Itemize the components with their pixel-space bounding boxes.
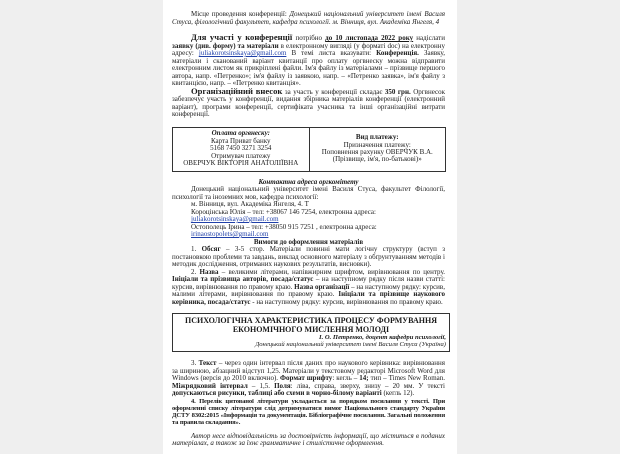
text-run: Обсяг [201, 245, 221, 253]
contact-org: Донецький національний університет імені Василя Стуса, факультет Філології, психології та іноземних мов, кафедра психології: [172, 185, 445, 201]
text-run: 2. [191, 267, 200, 276]
participation-paragraph [172, 34, 445, 88]
text-run: 1. [191, 245, 202, 253]
document-content [172, 0, 445, 454]
text-run: Назва організації [294, 282, 350, 291]
sample-affiliation: Донецький національний університет імені Василя Стуса (Україна) [255, 341, 446, 349]
text-run: : ліва, справа, зверху, знизу – 20 мм. У тексті [290, 381, 445, 390]
text-run: в електронному вигляді (у форматі doc) на електронну адресу: [172, 41, 445, 57]
text-run: Заявку, матеріали і сканований варіант квитанції про оплату оргвнеску можна відправити електронним листом як прикріплені файли. Ім'я файлу із матеріалами – прізвище першого автора, напр. «Петренко»; ім'я файлу із заявкою, напр. – «Петренко заявка», ім'я файлу з квитанцією, напр. – «Петренко квитанція». [172, 49, 445, 87]
payment-table [172, 127, 446, 172]
bank-name: Карта Приват банку [210, 136, 271, 145]
fee-paragraph [172, 85, 446, 119]
text-run: – на наступному рядку після назви статті: курсив, вирівнювання по правому краю. [172, 275, 445, 291]
text-run: Ініціали та прізвище наукового керівника, посада/статус [172, 290, 445, 306]
text-run: до 10 листопада 2022 року [325, 34, 414, 42]
text-run: тип – Times New Roman. [368, 374, 445, 382]
requirement-1 [172, 246, 445, 269]
sample-title-line-2: ЕКОНОМІЧНОГО МИСЛЕННЯ МОЛОДІ [232, 325, 390, 334]
text-run: Назва [199, 267, 219, 276]
text-run: – великими літерами, напівжирним шрифтом, вирівнювання по центру. [218, 267, 446, 276]
contact-person-2-text: Остополець Ірина – тел: +38050 915 7251 , електронна адреса: [191, 222, 377, 231]
recipient-label: Отримувач платежу [211, 151, 271, 160]
text-run: (кегль 12). [381, 389, 415, 397]
text-run: Оргвнесок забезпечує участь у конференції, видання збірника матеріалів конференції (електронний варіант), програми конференції, сертифіката учасника та інші організаційні витрати конференції. [172, 87, 446, 118]
text-run: заявку (див. форму) та матеріали [172, 41, 279, 50]
text-run: В темі листа вказувати: [286, 49, 377, 57]
payment-details-cell [173, 128, 309, 171]
text-run: – через один інтервал після даних про наукового керівника: вирівнювання за шириною, абзацний відступ 1,25. Матеріали у текстовому редакторі Microsoft Word для Windows (версія до 2010 включно). [172, 359, 445, 382]
document-page [163, 0, 457, 454]
text-run: Автор несе відповідальність за достовірність інформації, що міститься в поданих матеріалах, а також за їхнє грамматичне і стилістичне оформлення. [172, 431, 445, 448]
sample-author [173, 334, 449, 341]
text-run: за участь у конференції складає [282, 87, 385, 96]
text-run: надіслати [413, 34, 445, 42]
venue-paragraph [172, 11, 445, 26]
sample-author-text: І. О. Петренко, доцент кафедри психології, [319, 334, 446, 341]
sample-title-line-1: ПСИХОЛОГІЧНА ХАРАКТЕРИСТИКА ПРОЦЕСУ ФОРМУВАННЯ [185, 316, 437, 325]
purpose-value: Поповнення рахунку ОВЕРЧУК В.А. [321, 148, 433, 156]
text-run: допускаються рисунки, таблиці або схеми в чорно-білому варіанті [172, 389, 382, 397]
text-run: Міжрядковий інтервал [172, 381, 248, 390]
text-run: – на наступному рядку: курсив, малими літерами, вирівнювання по правому краю. [172, 282, 445, 298]
text-run: 14; [359, 374, 369, 382]
text-run: Для участі у конференції [191, 32, 293, 42]
text-run: 3. [191, 359, 199, 367]
text-run: Текст [198, 359, 217, 367]
text-run: Формат шрифту [280, 374, 333, 382]
text-run: : кегль – [332, 374, 360, 382]
payment-heading: Оплата оргвнеску: [211, 129, 270, 138]
purpose-label: Призначення платежу: [343, 140, 411, 149]
purpose-hint: (Прізвище, ім'я, по-батькові)» [332, 155, 422, 164]
text-run: - на наступному рядку: курсив, вирівнювання по правому краю. [250, 297, 443, 306]
text-run: Організаційний внесок [191, 85, 283, 96]
contact-email-2-link[interactable]: irinaostopolets@gmail.com [191, 230, 269, 238]
contact-email-1-link[interactable]: juliakorotsinskaya@gmail.com [191, 215, 279, 223]
contact-person-1 [172, 209, 445, 224]
text-run: – 1,5. [247, 381, 275, 390]
requirement-2 [172, 269, 445, 307]
contact-person-2 [172, 224, 445, 239]
payment-type-heading: Вид платежу: [355, 133, 399, 142]
text-run: Ініціали та прізвища авторів, посада/статус [172, 275, 314, 283]
text-run: Конференція. [376, 49, 419, 57]
sample-title-box [172, 313, 450, 352]
recipient-name: ОВЕРЧУК ВІКТОРІЯ АНАТОЛІЇВНА [183, 159, 299, 168]
card-number: 5168 7450 3271 3254 [210, 144, 272, 153]
contact-person-1-text: Короцінська Юлія – тел: +38067 146 7254, електронна адреса: [191, 207, 376, 216]
requirements-heading: Вимоги до оформлення матеріалів [253, 237, 364, 246]
text-run: Поля [274, 381, 291, 390]
text-run: 4. Перелік цитованої літератури укладається за порядком посилання у тексті. При оформленні списку літератури слід дотримуватися вимог Національного стандарту України ДСТУ 8302:2015 «Інформація та документація. Бібліографічне посилання. Загальні положення та правила складання». [172, 397, 445, 427]
text-run: 350 грн. [384, 87, 411, 96]
text-run: – 3-5 стор. Матеріали повинні мати логічну структуру (вступ з постановкою проблеми та завдань, виклад основного матеріалу з обґрунтуванням методів і методик дослідження, отриманих наукових результатів, висновки). [172, 245, 445, 268]
payment-type-cell [309, 128, 446, 171]
email-link[interactable]: juliakorotsinskaya@gmail.com [198, 49, 287, 57]
disclaimer [172, 433, 445, 448]
text-run: потрібно [292, 34, 326, 42]
contact-heading: Контактна адреса оргкомітету [258, 177, 359, 186]
requirement-4 [172, 398, 445, 427]
contact-address: м. Вінниця, вул. Академіка Янгеля, 4. Т [191, 200, 309, 208]
text-run: Донецький національний університет імені Василя Стуса, філологічний факультет, кафедра психології. м. Вінниця, вул. Академіка Янгеля, 4 [172, 10, 446, 26]
sample-title [173, 316, 449, 334]
requirement-3 [172, 360, 445, 398]
text-run: Місце проведення конференції: [191, 10, 290, 18]
